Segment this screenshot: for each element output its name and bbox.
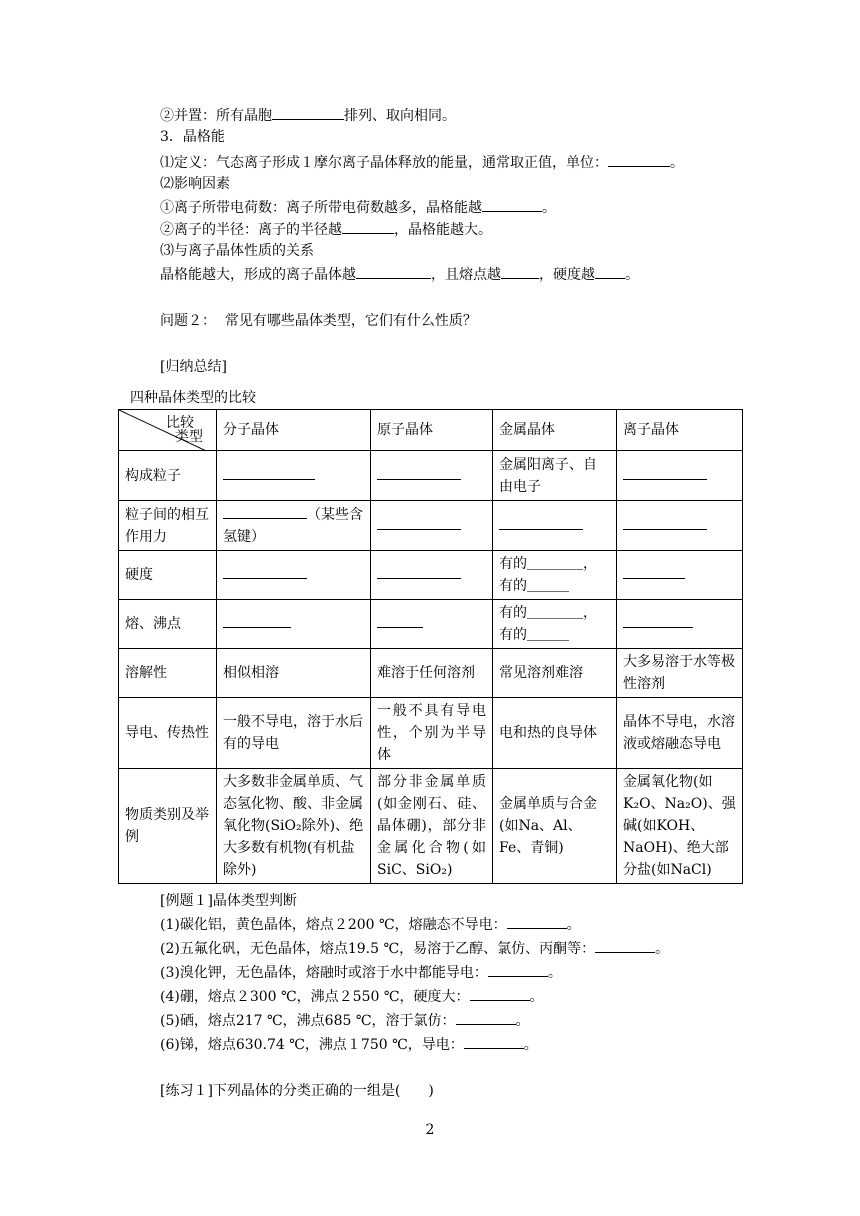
table-cell: 一般不导电，溶于水后有的导电 <box>217 698 371 769</box>
table-cell: 晶体不导电，水溶液或熔融态导电 <box>617 698 743 769</box>
text: 。 <box>655 941 670 957</box>
table-cell <box>371 551 493 600</box>
crystal-comparison-table <box>118 409 743 884</box>
table-cell <box>217 451 371 501</box>
blank-line <box>223 613 291 628</box>
corner-bottom-label: 类型 <box>175 429 203 445</box>
text: ②离子的半径：离子的半径越 <box>160 222 342 238</box>
text-line-definition <box>160 152 684 173</box>
text: (5)硒，熔点217 ℃，沸点685 ℃，溶于氯仿： <box>160 1013 456 1029</box>
table-cell: 电和热的良导体 <box>493 698 617 769</box>
text: ①离子所带电荷数：离子所带电荷数越多，晶格能越 <box>160 200 482 216</box>
row-label: 构成粒子 <box>119 451 217 501</box>
page-number: 2 <box>425 1122 435 1138</box>
text: (1)碳化铝，黄色晶体，熔点２200 ℃，熔融态不导电： <box>160 917 507 933</box>
text: 。 <box>542 200 556 216</box>
table-cell <box>217 501 371 551</box>
header-atomic: 原子晶体 <box>371 410 493 451</box>
text-line-juxtaposition <box>160 105 456 126</box>
table-caption: 四种晶体类型的比较 <box>130 390 256 406</box>
header-metallic: 金属晶体 <box>493 410 617 451</box>
table-cell: 一般不具有导电性，个别为半导体 <box>371 698 493 769</box>
table-cell: 部分非金属单质(如金刚石、硅、晶体硼)，部分非金属化合物(如SiC、SiO₂) <box>371 769 493 884</box>
table-cell <box>217 600 371 649</box>
table-header-row <box>119 410 743 451</box>
text: ，硬度越 <box>539 267 595 283</box>
table-cell: 相似相溶 <box>217 649 371 698</box>
text-line-relation: ⑶与离子晶体性质的关系 <box>160 243 314 259</box>
blank-line <box>223 465 315 480</box>
blank-line <box>470 986 530 1001</box>
corner-top-label: 比较 <box>166 415 194 431</box>
blank-line <box>377 564 461 579</box>
text: 。 <box>547 965 562 981</box>
text: ，且熔点越 <box>431 267 501 283</box>
blank-line <box>623 613 693 628</box>
table-cell: 金属单质与合金(如Na、Al、Fe、青铜) <box>493 769 617 884</box>
text: 。 <box>523 1037 538 1053</box>
table-cell: 金属阳离子、自由电子 <box>493 451 617 501</box>
text: (6)锑，熔点630.74 ℃，沸点１750 ℃，导电： <box>160 1037 464 1053</box>
table-cell: 大多数非金属单质、气态氢化物、酸、非金属氧化物(SiO₂除外)、绝大多数有机物(有机盐除外) <box>217 769 371 884</box>
text: ⑴定义：气态离子形成１摩尔离子晶体释放的能量，通常取正值，单位： <box>160 155 608 171</box>
text: (4)硼，熔点２300 ℃，沸点２550 ℃，硬度大： <box>160 989 470 1005</box>
table-row <box>119 451 743 501</box>
table-cell <box>617 551 743 600</box>
table-cell <box>371 501 493 551</box>
table-row <box>119 649 743 698</box>
blank-line <box>623 515 707 530</box>
blank-line <box>456 1010 516 1025</box>
blank-line <box>623 564 685 579</box>
blank-line <box>623 465 707 480</box>
text: 。 <box>566 917 581 933</box>
table-row <box>119 698 743 769</box>
text: 。 <box>670 155 684 171</box>
example-item <box>160 1010 530 1031</box>
example-item <box>160 986 544 1007</box>
row-label: 粒子间的相互作用力 <box>119 501 217 551</box>
example-1-title: [例题１]晶体类型判断 <box>160 893 297 909</box>
table-cell <box>371 600 493 649</box>
table-row <box>119 769 743 884</box>
text: (2)五氟化矾，无色晶体，熔点19.5 ℃，易溶于乙醇、氯仿、丙酮等： <box>160 941 596 957</box>
blank-line <box>223 504 307 519</box>
text-line-properties <box>160 264 639 285</box>
table-cell: 有的＿＿＿＿，有的＿＿＿ <box>493 551 617 600</box>
table-row <box>119 551 743 600</box>
question-2: 问题２： 常见有哪些晶体类型，它们有什么性质？ <box>160 313 477 329</box>
table-cell <box>371 451 493 501</box>
text-line-factors: ⑵影响因素 <box>160 176 230 192</box>
blank-line <box>595 264 625 279</box>
blank-line <box>595 938 655 953</box>
table-cell <box>617 501 743 551</box>
table-cell: 常见溶剂难溶 <box>493 649 617 698</box>
text: 晶格能越大，形成的离子晶体越 <box>160 267 356 283</box>
summary-label: [归纳总结] <box>160 359 227 375</box>
practice-1: [练习１]下列晶体的分类正确的一组是( ) <box>160 1083 434 1099</box>
corner-header-cell <box>119 410 217 451</box>
text: ，晶格能越大。 <box>394 222 492 238</box>
table-cell: 难溶于任何溶剂 <box>371 649 493 698</box>
table-row <box>119 600 743 649</box>
cell-text: （某些含氢键） <box>223 506 363 545</box>
blank-line <box>507 914 567 929</box>
row-label: 硬度 <box>119 551 217 600</box>
blank-line <box>377 613 423 628</box>
text: 。 <box>515 1013 530 1029</box>
header-molecular: 分子晶体 <box>217 410 371 451</box>
blank-line <box>608 152 670 167</box>
text: 。 <box>625 267 639 283</box>
table-cell <box>617 600 743 649</box>
text: (3)溴化钾，无色晶体，熔融时或溶于水中都能导电： <box>160 965 488 981</box>
example-item <box>160 938 669 959</box>
example-item <box>160 914 581 935</box>
text-line-radius <box>160 219 492 240</box>
text: 。 <box>529 989 544 1005</box>
text-line-charge <box>160 197 556 218</box>
row-label: 物质类别及举例 <box>119 769 217 884</box>
header-ionic: 离子晶体 <box>617 410 743 451</box>
blank-line <box>499 515 583 530</box>
text: ②并置：所有晶胞 <box>160 108 272 124</box>
blank-line <box>272 105 344 120</box>
table-row <box>119 501 743 551</box>
example-item <box>160 1034 538 1055</box>
blank-line <box>377 515 461 530</box>
blank-line <box>464 1034 524 1049</box>
row-label: 溶解性 <box>119 649 217 698</box>
text: 排列、取向相同。 <box>344 108 456 124</box>
blank-line <box>356 264 431 279</box>
table-cell: 大多易溶于水等极性溶剂 <box>617 649 743 698</box>
section-heading-lattice-energy: 3．晶格能 <box>160 129 225 145</box>
blank-line <box>223 564 307 579</box>
row-label: 熔、沸点 <box>119 600 217 649</box>
row-label: 导电、传热性 <box>119 698 217 769</box>
table-cell: 有的＿＿＿＿，有的＿＿＿ <box>493 600 617 649</box>
blank-line <box>377 465 461 480</box>
table-cell: 金属氧化物(如K₂O、Na₂O)、强碱(如KOH、NaOH)、绝大部分盐(如NaCl) <box>617 769 743 884</box>
blank-line <box>342 219 394 234</box>
table-cell <box>217 551 371 600</box>
blank-line <box>501 264 539 279</box>
table-cell <box>617 451 743 501</box>
blank-line <box>482 197 542 212</box>
table-cell <box>493 501 617 551</box>
blank-line <box>488 962 548 977</box>
example-item <box>160 962 562 983</box>
